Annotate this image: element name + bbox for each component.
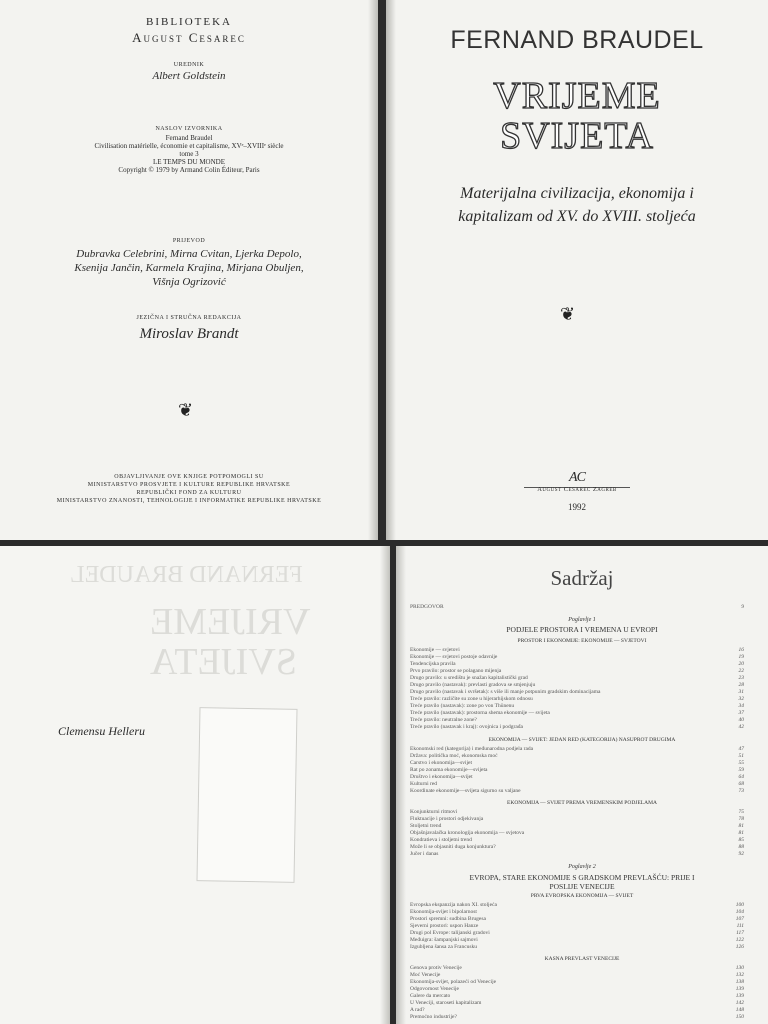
toc-page-number: 37: [738, 710, 744, 716]
toc-entry: Genova protiv Venecije: [410, 965, 462, 971]
toc-row: [410, 979, 744, 986]
editor-label: UREDNIK: [173, 62, 205, 68]
original-title-line1: Civilisation matérielle, économie et capitalisme, XVᵉ–XVIIIᵉ siècle: [94, 142, 284, 150]
toc-row: [410, 788, 744, 795]
support-line1: OBJAVLJIVANJE OVE KNJIGE POTPOMOGLI SU: [114, 474, 264, 480]
toc-page-number: 138: [735, 979, 744, 985]
chapter-label: Poglavlje 2: [568, 864, 596, 870]
redactor-name: Miroslav Brandt: [139, 326, 239, 342]
support-line4: MINISTARSTVO ZNANOSTI, TEHNOLOGIJE I INFORMATIKE REPUBLIKE HRVATSKE: [56, 498, 322, 504]
toc-page-number: 59: [738, 767, 744, 773]
toc-page-number: 23: [738, 675, 744, 681]
bleed-through-title1: VRIJEME: [150, 601, 311, 643]
toc-title: Sadržaj: [550, 566, 614, 590]
toc-row: [410, 930, 744, 937]
translators-line1: Dubravka Celebrini, Mirna Cvitan, Ljerka Depolo,: [76, 248, 302, 260]
toc-row: [410, 753, 744, 760]
toc-row: [410, 696, 744, 703]
toc-entry: Prostori spremni: sudbina Brugesa: [410, 916, 486, 922]
bleed-through-author: FERNAND BRAUDEL: [70, 562, 303, 588]
library-label: BIBLIOTEKA: [146, 16, 232, 28]
title-page: [386, 0, 768, 540]
toc-row: [410, 1000, 744, 1007]
imprint-page: [0, 0, 378, 540]
toc-entry: Drugo pravilo: u središtu je snažan kapitalistički grad: [410, 675, 528, 681]
toc-entry: U Veneciji, staroseti kapitalizam: [410, 1000, 482, 1006]
toc-page-number: 117: [736, 930, 744, 936]
toc-page-number: 139: [735, 986, 744, 992]
toc-page-number: 122: [735, 937, 744, 943]
toc-page-number: 42: [738, 724, 744, 730]
toc-entry: Premoćno industrije?: [410, 1014, 457, 1020]
toc-row: [410, 682, 744, 689]
toc-row: [410, 816, 744, 823]
support-line2: MINISTARSTVO PROSVJETE I KULTURE REPUBLIKE HRVATSKE: [87, 482, 291, 488]
toc-page-number: 85: [738, 837, 744, 843]
ornament-icon: ❦: [560, 304, 576, 324]
toc-page-number: 104: [735, 909, 744, 915]
toc-row: [410, 830, 744, 837]
translators-line3: Višnja Ogrizović: [152, 276, 226, 288]
toc-entry: Carstvo i ekonomija—svijet: [410, 760, 473, 766]
toc-row: [410, 654, 744, 661]
toc-row: [410, 668, 744, 675]
copyright-line: Copyright © 1979 by Armand Colin Éditeur, Paris: [118, 166, 260, 174]
toc-row: [410, 781, 744, 788]
toc-entry: Ekonomija-svijet, polazeći od Venecije: [410, 979, 497, 985]
book-title-line1: VRIJEME: [493, 75, 661, 117]
editor-name: Albert Goldstein: [152, 70, 226, 82]
toc-page-number: 142: [735, 1000, 744, 1006]
redaction-label: JEZIČNA I STRUČNA REDAKCIJA: [136, 315, 242, 321]
toc-entry: Moć Venecije: [410, 972, 441, 978]
toc-row: [410, 1014, 744, 1021]
toc-page-number: 126: [735, 944, 744, 950]
original-title-line2: tome 3: [179, 150, 199, 158]
gutter-shadow: [380, 546, 390, 1024]
section-heading: EKONOMIJA — SVIJET: JEDAN RED (KATEGORIJA) NASUPROT DRUGIMA: [488, 737, 676, 743]
toc-page-number: 111: [736, 923, 744, 929]
toc-page-number: 81: [738, 830, 744, 836]
toc-page-number: 75: [738, 809, 744, 815]
toc-page-number: 9: [741, 604, 744, 610]
toc-row: [410, 986, 744, 993]
book-title-line2: SVIJETA: [500, 115, 654, 157]
toc-page-number: 148: [735, 1007, 744, 1013]
toc-entry: Izgubljena šansa za Francusku: [410, 944, 478, 950]
translators-line2: Ksenija Jančin, Karmela Krajina, Mirjana Obuljen,: [74, 262, 304, 274]
toc-page-number: 81: [738, 823, 744, 829]
library-name: August Cesarec: [132, 30, 246, 45]
toc-entry: Prvo pravilo: prostor se polagano mijenja: [410, 668, 502, 674]
toc-page-number: 19: [738, 654, 744, 660]
toc-page-number: 73: [738, 788, 744, 794]
toc-page-number: 28: [738, 682, 744, 688]
ornament-icon: ❦: [178, 400, 194, 420]
toc-entry: Treće pravilo (nastavak): prostorna shema ekonomije — svijeta: [410, 710, 550, 716]
toc-row: [410, 944, 744, 951]
bleed-through-title2: SVIJETA: [150, 641, 297, 683]
book-subtitle-line2: kapitalizam od XV. do XVIII. stoljeća: [458, 208, 696, 225]
book-author: FERNAND BRAUDEL: [450, 26, 704, 54]
toc-entry: Drugo pravilo (nastavak i svršetak): s više ili manje potpunim gradskim dominacijama: [410, 689, 601, 695]
toc-entry: Rat po zonama ekonomije—svijeta: [410, 767, 488, 773]
toc-page-number: 55: [738, 760, 744, 766]
toc-entry: PREDGOVOR: [410, 604, 444, 610]
toc-row: [410, 760, 744, 767]
toc-entry: Treće pravilo: različite su zone u hijerarhijskom odnosu: [410, 696, 533, 702]
toc-row: [410, 675, 744, 682]
toc-row: [410, 851, 744, 858]
toc-entry: Kulturni red: [410, 781, 438, 787]
section-heading: KASNA PREVLAST VENECIJE: [544, 956, 620, 962]
original-author: Fernand Braudel: [165, 134, 213, 142]
toc-entry: Odgovornost Venecije: [410, 986, 459, 992]
toc-page-number: 47: [738, 746, 744, 752]
toc-entry: Treće pravilo (nastavak): zone po von Thünenu: [410, 703, 515, 709]
dedication-text: Clemensu Helleru: [58, 724, 145, 738]
translation-label: PRIJEVOD: [172, 238, 206, 244]
toc-page-number: 88: [738, 844, 744, 850]
toc-page-number: 92: [738, 851, 744, 857]
toc-page-number: 78: [738, 816, 744, 822]
toc-row: [410, 902, 744, 909]
toc-row: [410, 689, 744, 696]
chapter-title: PODJELE PROSTORA I VREMENA U EVROPI: [506, 625, 658, 634]
toc-entry: Može li se objasniti duga konjunktura?: [410, 844, 496, 850]
toc-row: [410, 1007, 744, 1014]
original-title-label: NASLOV IZVORNIKA: [155, 126, 223, 132]
toc-row: [410, 767, 744, 774]
toc-page-number: 16: [738, 647, 744, 653]
toc-page-number: 40: [738, 717, 744, 723]
toc-row: [410, 823, 744, 830]
toc-page: [396, 546, 768, 1024]
toc-entry: A rad?: [410, 1007, 425, 1013]
toc-row: [410, 746, 744, 753]
toc-entry: Sjeverni prostori: uspon Hanze: [410, 923, 479, 929]
toc-entry: Jučer i danas: [410, 851, 439, 857]
chapter-label: Poglavlje 1: [568, 617, 596, 623]
toc-row: [410, 993, 744, 1000]
toc-page-number: 20: [738, 661, 744, 667]
toc-row: [410, 710, 744, 717]
toc-page-number: 130: [735, 965, 744, 971]
toc-row: [410, 717, 744, 724]
toc-row: [410, 965, 744, 972]
toc-entry: Ekonomski red (kategorija) i međunarodna podjela rada: [410, 746, 534, 752]
section-heading: EKONOMIJA — SVIJET PREMA VREMENSKIM PODJELAMA: [507, 800, 657, 806]
toc-entry: Evropska ekspanzija nakon XI. stoljeća: [410, 902, 497, 908]
toc-row: [410, 661, 744, 668]
toc-entry: Stoljetni trend: [410, 823, 442, 829]
toc-row: [410, 703, 744, 710]
toc-page-number: 34: [738, 703, 744, 709]
toc-row: [410, 604, 744, 611]
toc-entry: Država: politička moć, ekonomska moć: [410, 753, 498, 759]
toc-entry: Treće pravilo (nastavak i kraj): ovojnica i podgrađa: [410, 724, 523, 730]
publisher-name: August Cesarec Zagreb: [537, 486, 617, 493]
toc-entry: Drugo pravilo (nastavak): prevlasti gradova se smjenjuju: [410, 682, 536, 688]
toc-page-number: 31: [738, 689, 744, 695]
toc-entry: Ekonomije — svjetovi postoje odavnije: [410, 654, 498, 660]
toc-entry: Tendencijska pravila: [410, 661, 456, 667]
book-subtitle-line1: Materijalna civilizacija, ekonomija i: [460, 185, 694, 202]
toc-entry: Fluktuacije i prostori odjekivanja: [410, 816, 484, 822]
chapter-title-line1: EVROPA, STARE EKONOMIJE S GRADSKOM PREVLAŠĆU: PRIJE I: [469, 873, 695, 882]
toc-row: [410, 809, 744, 816]
toc-entry: Konjunkturni ritmovi: [410, 809, 458, 815]
toc-page-number: 51: [738, 753, 744, 759]
toc-page-number: 64: [738, 774, 744, 780]
toc-page-number: 32: [738, 696, 744, 702]
toc-page-number: 150: [735, 1014, 744, 1020]
chapter-title-line2: POSLIJE VENECIJE: [549, 882, 615, 891]
section-heading: PRVA EVROPSKA EKONOMIJA — SVIJET: [530, 893, 634, 899]
toc-row: [410, 837, 744, 844]
toc-entry: Galere da mercato: [410, 993, 451, 999]
toc-page-number: 139: [735, 993, 744, 999]
toc-row: [410, 916, 744, 923]
support-line3: REPUBLIČKI FOND ZA KULTURU: [136, 490, 242, 496]
toc-row: [410, 774, 744, 781]
toc-entry: Društvo i ekonomija—svijet: [410, 774, 473, 780]
toc-row: [410, 909, 744, 916]
toc-entry: Međuigra: šampanjski sajmovi: [410, 937, 478, 943]
toc-row: [410, 937, 744, 944]
toc-row: [410, 844, 744, 851]
toc-page-number: 22: [738, 668, 744, 674]
toc-row: [410, 647, 744, 654]
publication-year: 1992: [568, 502, 586, 512]
toc-row: [410, 724, 744, 731]
toc-entry: Treće pravilo: neutralne zone?: [410, 717, 477, 723]
pasted-paper-slip: [196, 707, 297, 883]
toc-entry: Objašnjavalačka kronologija ekonomija — svjetova: [410, 830, 525, 836]
dedication-page: [0, 546, 390, 1024]
toc-page-number: 100: [735, 902, 744, 908]
toc-entry: Ekonomije — svjetovi: [410, 647, 460, 653]
toc-page-number: 132: [735, 972, 744, 978]
publisher-logo: AC: [569, 470, 585, 485]
toc-entry: Ekonomija-svijet i bipolarnost: [410, 909, 477, 915]
section-heading: PROSTOR I EKONOMIJE: EKONOMIJE — SVJETOVI: [517, 638, 647, 644]
toc-entry: Drugi pol Evrope: talijanski gradovi: [410, 930, 490, 936]
toc-entry: Kondratieva i stoljetni trend: [410, 837, 472, 843]
toc-row: [410, 972, 744, 979]
toc-entry: Koordinate ekonomije—svijeta sigurno su valjane: [410, 788, 521, 794]
toc-page-number: 68: [738, 781, 744, 787]
toc-row: [410, 923, 744, 930]
toc-page-number: 107: [735, 916, 744, 922]
original-title-line3: LE TEMPS DU MONDE: [152, 158, 225, 166]
